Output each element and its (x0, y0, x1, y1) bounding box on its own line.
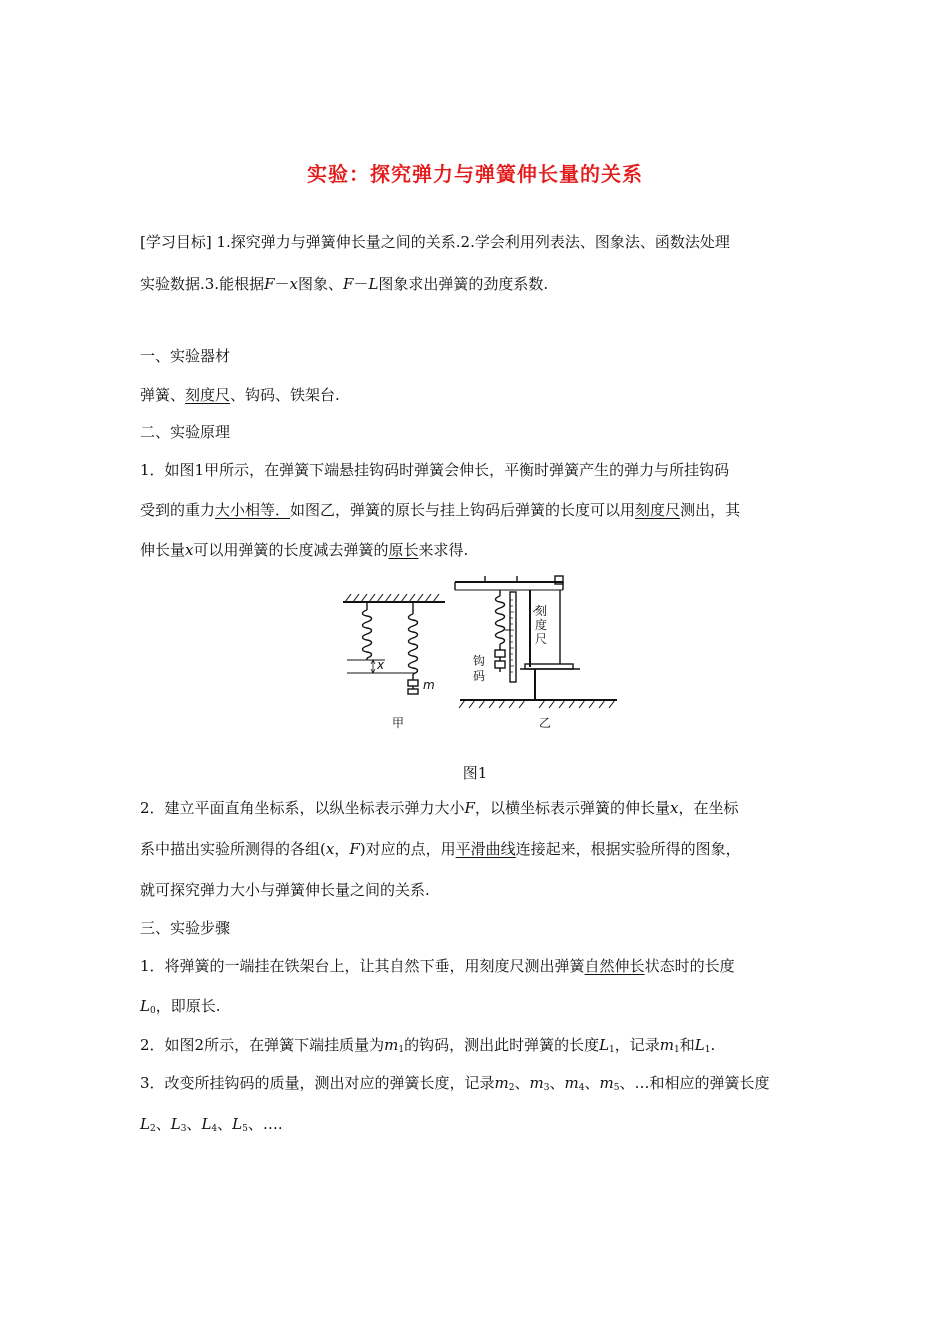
figure-1-caption: 图1 (462, 764, 488, 782)
step-3-line-2: $L_2$、$L_3$、$L_4$、$L_5$、…. (140, 1115, 283, 1134)
label-ke: 刻 (535, 604, 548, 618)
principle-p1-line-1: 1．如图1甲所示，在弹簧下端悬挂钩码时弹簧会伸长，平衡时弹簧产生的弹力与所挂钩码 (140, 461, 730, 479)
section-heading-steps: 三、实验步骤 (140, 919, 231, 937)
label-chi: 尺 (535, 632, 548, 646)
step-1-line-1: 1．将弹簧的一端挂在铁架台上，让其自然下垂，用刻度尺测出弹簧自然伸长状态时的长度 (140, 957, 735, 975)
figure-1-diagram (335, 572, 625, 736)
label-x: x (377, 658, 385, 672)
section-heading-principle: 二、实验原理 (140, 423, 231, 441)
section-heading-equipment: 一、实验器材 (140, 347, 231, 365)
step-3-line-1: 3．改变所挂钩码的质量，测出对应的弹簧长度，记录$m_2$、$m_3$、$m_4$、$m_5$、…和相应的弹簧长度 (140, 1074, 770, 1093)
page-title: 实验：探究弹力与弹簧伸长量的关系 (307, 162, 643, 186)
label-yi: 乙 (539, 716, 552, 730)
equipment-list: 弹簧、刻度尺、钩码、铁架台. (140, 386, 340, 404)
label-gou: 钩 (473, 654, 486, 668)
principle-p2-line-2: 系中描出实验所测得的各组(x，F)对应的点，用平滑曲线连接起来，根据实验所得的图象， (140, 840, 741, 858)
objectives-line-2: 实验数据.3.能根据F－x图象、F－L图象求出弹簧的劲度系数. (140, 275, 549, 293)
step-2: 2．如图2所示，在弹簧下端挂质量为$m_1$的钩码，测出此时弹簧的长度$L_1$，记录$m_1$和$L_1$. (140, 1036, 716, 1055)
label-du: 度 (535, 618, 548, 632)
label-ma: 码 (473, 669, 486, 683)
principle-p2-line-3: 就可探究弹力大小与弹簧伸长量之间的关系. (140, 881, 430, 899)
principle-p1-line-2: 受到的重力大小相等．如图乙，弹簧的原长与挂上钩码后弹簧的长度可以用刻度尺测出，其 (140, 501, 741, 519)
step-1-line-2: $L_0$，即原长. (140, 997, 221, 1016)
principle-p1-line-3: 伸长量x可以用弹簧的长度减去弹簧的原长来求得. (140, 541, 469, 559)
label-jia: 甲 (392, 716, 405, 730)
principle-p2-line-1: 2．建立平面直角坐标系，以纵坐标表示弹力大小F，以横坐标表示弹簧的伸长量x，在坐标 (140, 799, 739, 817)
label-m: m (423, 678, 435, 692)
objectives-line-1: [学习目标] 1.探究弹力与弹簧伸长量之间的关系.2.学会利用列表法、图象法、函数法处理 (140, 233, 730, 251)
